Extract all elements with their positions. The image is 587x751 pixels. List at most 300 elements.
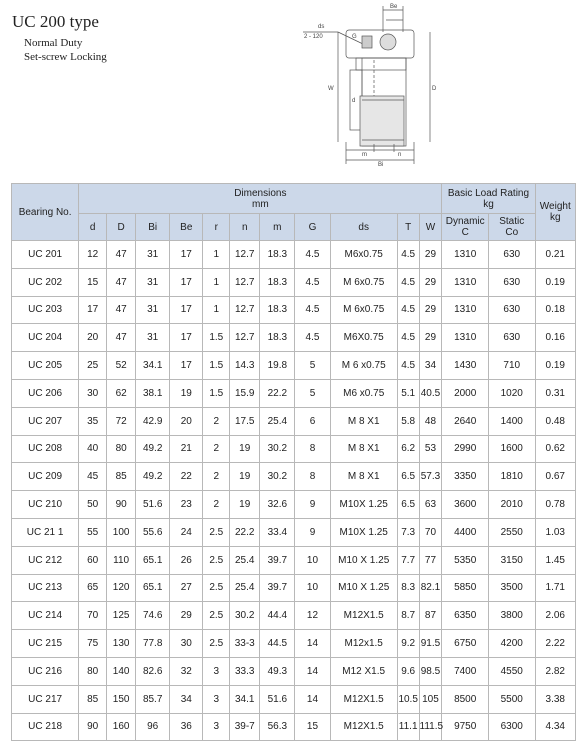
cell-d: 90 [79, 713, 107, 741]
table-row [12, 435, 576, 463]
cell-G: 4.5 [295, 268, 330, 296]
cell-G: 9 [295, 491, 330, 519]
drawing-label-Bi: Bi [378, 162, 384, 167]
bearing-spec-table [11, 183, 576, 741]
cell-T: 4.5 [397, 352, 419, 380]
bearing-cross-section-drawing [298, 2, 448, 167]
cell-C: 6350 [442, 602, 489, 630]
cell-r: 2.5 [203, 574, 230, 602]
cell-d: 12 [79, 241, 107, 269]
cell-Be: 17 [170, 324, 203, 352]
table-row [12, 518, 576, 546]
cell-G: 8 [295, 463, 330, 491]
cell-C: 2000 [442, 379, 489, 407]
cell-model: UC 208 [12, 435, 79, 463]
cell-r: 1.5 [203, 324, 230, 352]
cell-Be: 21 [170, 435, 203, 463]
cell-weight: 0.48 [535, 407, 575, 435]
cell-Bi: 77.8 [136, 630, 170, 658]
cell-W: 77 [419, 546, 442, 574]
cell-T: 4.5 [397, 296, 419, 324]
cell-D: 72 [107, 407, 136, 435]
cell-Bi: 31 [136, 296, 170, 324]
cell-Bi: 65.1 [136, 546, 170, 574]
cell-Co: 630 [488, 241, 535, 269]
drawing-label-m: m [362, 152, 367, 158]
cell-ds: M12x1.5 [330, 630, 397, 658]
cell-weight: 2.06 [535, 602, 575, 630]
cell-Be: 17 [170, 352, 203, 380]
col-basic-load [442, 184, 535, 214]
cell-d: 40 [79, 435, 107, 463]
cell-W: 98.5 [419, 657, 442, 685]
cell-ds: M 8 X1 [330, 407, 397, 435]
cell-Bi: 74.6 [136, 602, 170, 630]
dimensions-label: Dimensions [234, 187, 287, 199]
cell-n: 33.3 [230, 657, 260, 685]
cell-T: 5.8 [397, 407, 419, 435]
cell-G: 8 [295, 435, 330, 463]
cell-W: 63 [419, 491, 442, 519]
table-row [12, 241, 576, 269]
cell-d: 60 [79, 546, 107, 574]
col-static [488, 214, 535, 241]
cell-Be: 30 [170, 630, 203, 658]
cell-C: 1310 [442, 296, 489, 324]
cell-model: UC 216 [12, 657, 79, 685]
page-title: UC 200 type [12, 12, 99, 31]
col-W: W [419, 214, 442, 241]
cell-n: 14.3 [230, 352, 260, 380]
cell-r: 2.5 [203, 602, 230, 630]
cell-T: 8.7 [397, 602, 419, 630]
cell-Co: 4200 [488, 630, 535, 658]
cell-r: 3 [203, 657, 230, 685]
cell-m: 51.6 [260, 685, 295, 713]
cell-Be: 27 [170, 574, 203, 602]
col-T: T [397, 214, 419, 241]
cell-G: 14 [295, 657, 330, 685]
cell-d: 30 [79, 379, 107, 407]
cell-C: 2640 [442, 407, 489, 435]
cell-Co: 5500 [488, 685, 535, 713]
cell-T: 8.3 [397, 574, 419, 602]
cell-weight: 0.18 [535, 296, 575, 324]
cell-Be: 17 [170, 296, 203, 324]
cell-n: 17.5 [230, 407, 260, 435]
subtitle-duty: Normal Duty [24, 37, 83, 49]
cell-D: 90 [107, 491, 136, 519]
cell-Co: 3500 [488, 574, 535, 602]
col-Be: Be [170, 214, 203, 241]
cell-T: 7.7 [397, 546, 419, 574]
cell-Bi: 34.1 [136, 352, 170, 380]
cell-r: 1 [203, 241, 230, 269]
table-row [12, 713, 576, 741]
cell-r: 1 [203, 268, 230, 296]
cell-d: 75 [79, 630, 107, 658]
cell-Bi: 42.9 [136, 407, 170, 435]
cell-ds: M6 x0.75 [330, 379, 397, 407]
basic-load-label: Basic Load Rating [447, 187, 530, 199]
cell-d: 70 [79, 602, 107, 630]
cell-n: 25.4 [230, 546, 260, 574]
cell-W: 91.5 [419, 630, 442, 658]
cell-Co: 1400 [488, 407, 535, 435]
cell-D: 62 [107, 379, 136, 407]
col-weight [535, 184, 575, 241]
cell-Be: 32 [170, 657, 203, 685]
cell-Co: 630 [488, 296, 535, 324]
drawing-label-n: n [398, 152, 402, 158]
cell-T: 10.5 [397, 685, 419, 713]
cell-n: 25.4 [230, 574, 260, 602]
table-row [12, 379, 576, 407]
cell-Co: 630 [488, 268, 535, 296]
mm-label: mm [251, 198, 269, 210]
cell-r: 3 [203, 685, 230, 713]
cell-r: 2 [203, 463, 230, 491]
cell-model: UC 209 [12, 463, 79, 491]
cell-model: UC 205 [12, 352, 79, 380]
cell-Bi: 31 [136, 241, 170, 269]
cell-C: 6750 [442, 630, 489, 658]
cell-model: UC 215 [12, 630, 79, 658]
cell-weight: 0.16 [535, 324, 575, 352]
drawing-label-thread: 2 - 120 [304, 34, 323, 40]
cell-T: 9.6 [397, 657, 419, 685]
drawing-label-G: G [352, 34, 357, 40]
table-row [12, 546, 576, 574]
cell-r: 1.5 [203, 352, 230, 380]
cell-ds: M10 X 1.25 [330, 546, 397, 574]
cell-m: 18.3 [260, 324, 295, 352]
cell-d: 17 [79, 296, 107, 324]
cell-n: 39-7 [230, 713, 260, 741]
cell-G: 9 [295, 518, 330, 546]
col-d: d [79, 214, 107, 241]
cell-Be: 17 [170, 241, 203, 269]
cell-n: 33-3 [230, 630, 260, 658]
cell-Be: 20 [170, 407, 203, 435]
cell-model: UC 212 [12, 546, 79, 574]
cell-model: UC 203 [12, 296, 79, 324]
cell-W: 70 [419, 518, 442, 546]
cell-C: 1430 [442, 352, 489, 380]
cell-G: 10 [295, 574, 330, 602]
cell-W: 40.5 [419, 379, 442, 407]
cell-C: 5850 [442, 574, 489, 602]
cell-Bi: 55.6 [136, 518, 170, 546]
cell-m: 30.2 [260, 435, 295, 463]
drawing-label-ds: ds [318, 24, 325, 30]
cell-m: 22.2 [260, 379, 295, 407]
col-m: m [260, 214, 295, 241]
cell-W: 29 [419, 241, 442, 269]
cell-weight: 1.03 [535, 518, 575, 546]
cell-ds: M10X 1.25 [330, 518, 397, 546]
cell-G: 12 [295, 602, 330, 630]
cell-n: 22.2 [230, 518, 260, 546]
cell-weight: 1.71 [535, 574, 575, 602]
cell-Bi: 31 [136, 268, 170, 296]
cell-W: 29 [419, 268, 442, 296]
cell-r: 2.5 [203, 518, 230, 546]
cell-ds: M 6x0.75 [330, 296, 397, 324]
cell-r: 2 [203, 491, 230, 519]
cell-m: 18.3 [260, 241, 295, 269]
cell-d: 20 [79, 324, 107, 352]
cell-ds: M12 X1.5 [330, 657, 397, 685]
col-D: D [107, 214, 136, 241]
cell-G: 4.5 [295, 241, 330, 269]
cell-model: UC 202 [12, 268, 79, 296]
cell-ds: M 6x0.75 [330, 268, 397, 296]
table-row [12, 602, 576, 630]
cell-C: 3350 [442, 463, 489, 491]
cell-weight: 4.34 [535, 713, 575, 741]
cell-C: 7400 [442, 657, 489, 685]
cell-Be: 24 [170, 518, 203, 546]
cell-d: 35 [79, 407, 107, 435]
cell-m: 32.6 [260, 491, 295, 519]
table-row [12, 268, 576, 296]
cell-Co: 710 [488, 352, 535, 380]
cell-n: 12.7 [230, 268, 260, 296]
cell-T: 7.3 [397, 518, 419, 546]
cell-C: 5350 [442, 546, 489, 574]
cell-m: 18.3 [260, 268, 295, 296]
table-row [12, 491, 576, 519]
cell-Bi: 96 [136, 713, 170, 741]
table-row [12, 685, 576, 713]
cell-m: 25.4 [260, 407, 295, 435]
cell-model: UC 204 [12, 324, 79, 352]
cell-W: 29 [419, 296, 442, 324]
cell-Be: 36 [170, 713, 203, 741]
table-row [12, 352, 576, 380]
cell-C: 1310 [442, 268, 489, 296]
cell-Co: 1600 [488, 435, 535, 463]
cell-Co: 1810 [488, 463, 535, 491]
cell-Co: 1020 [488, 379, 535, 407]
cell-C: 1310 [442, 324, 489, 352]
cell-W: 111.5 [419, 713, 442, 741]
cell-Be: 26 [170, 546, 203, 574]
cell-d: 25 [79, 352, 107, 380]
cell-D: 47 [107, 324, 136, 352]
drawing-label-d: d [352, 98, 356, 104]
cell-ds: M12X1.5 [330, 685, 397, 713]
cell-r: 2 [203, 407, 230, 435]
cell-n: 30.2 [230, 602, 260, 630]
cell-n: 19 [230, 435, 260, 463]
table-row [12, 463, 576, 491]
cell-D: 140 [107, 657, 136, 685]
cell-m: 49.3 [260, 657, 295, 685]
cell-D: 120 [107, 574, 136, 602]
cell-ds: M10X 1.25 [330, 491, 397, 519]
cell-model: UC 207 [12, 407, 79, 435]
cell-W: 57.3 [419, 463, 442, 491]
cell-G: 5 [295, 379, 330, 407]
cell-model: UC 206 [12, 379, 79, 407]
cell-D: 80 [107, 435, 136, 463]
cell-r: 2 [203, 435, 230, 463]
cell-C: 2990 [442, 435, 489, 463]
cell-T: 4.5 [397, 324, 419, 352]
col-G: G [295, 214, 330, 241]
cell-r: 1.5 [203, 379, 230, 407]
cell-C: 9750 [442, 713, 489, 741]
cell-D: 52 [107, 352, 136, 380]
cell-ds: M12X1.5 [330, 602, 397, 630]
cell-Be: 19 [170, 379, 203, 407]
cell-Bi: 82.6 [136, 657, 170, 685]
cell-G: 10 [295, 546, 330, 574]
cell-d: 80 [79, 657, 107, 685]
cell-ds: M10 X 1.25 [330, 574, 397, 602]
cell-Co: 2010 [488, 491, 535, 519]
cell-C: 8500 [442, 685, 489, 713]
cell-model: UC 217 [12, 685, 79, 713]
table-row [12, 324, 576, 352]
cell-weight: 0.31 [535, 379, 575, 407]
cell-d: 65 [79, 574, 107, 602]
cell-D: 125 [107, 602, 136, 630]
cell-ds: M6X0.75 [330, 324, 397, 352]
cell-weight: 2.22 [535, 630, 575, 658]
cell-T: 9.2 [397, 630, 419, 658]
cell-n: 15.9 [230, 379, 260, 407]
drawing-label-W: W [328, 86, 334, 92]
cell-Bi: 85.7 [136, 685, 170, 713]
dynamic-label: Dynamic [445, 216, 485, 227]
col-ds: ds [330, 214, 397, 241]
cell-C: 4400 [442, 518, 489, 546]
cell-model: UC 214 [12, 602, 79, 630]
cell-n: 12.7 [230, 296, 260, 324]
cell-d: 55 [79, 518, 107, 546]
cell-model: UC 213 [12, 574, 79, 602]
cell-G: 4.5 [295, 324, 330, 352]
col-n: n [230, 214, 260, 241]
cell-D: 47 [107, 296, 136, 324]
cell-d: 45 [79, 463, 107, 491]
cell-ds: M 8 X1 [330, 463, 397, 491]
cell-T: 11.1 [397, 713, 419, 741]
cell-m: 39.7 [260, 574, 295, 602]
cell-Co: 3800 [488, 602, 535, 630]
cell-m: 19.8 [260, 352, 295, 380]
cell-weight: 0.21 [535, 241, 575, 269]
cell-Co: 630 [488, 324, 535, 352]
cell-Be: 22 [170, 463, 203, 491]
cell-D: 130 [107, 630, 136, 658]
cell-weight: 0.62 [535, 435, 575, 463]
cell-W: 105 [419, 685, 442, 713]
cell-D: 160 [107, 713, 136, 741]
cell-G: 5 [295, 352, 330, 380]
cell-weight: 2.82 [535, 657, 575, 685]
cell-G: 4.5 [295, 296, 330, 324]
cell-model: UC 21 1 [12, 518, 79, 546]
cell-Co: 2550 [488, 518, 535, 546]
cell-Bi: 49.2 [136, 463, 170, 491]
cell-Bi: 31 [136, 324, 170, 352]
drawing-label-D: D [432, 86, 437, 92]
cell-Be: 29 [170, 602, 203, 630]
cell-D: 47 [107, 268, 136, 296]
table-row [12, 407, 576, 435]
cell-m: 39.7 [260, 546, 295, 574]
cell-D: 150 [107, 685, 136, 713]
cell-ds: M 6 x0.75 [330, 352, 397, 380]
subtitle-locking: Set-screw Locking [24, 51, 107, 63]
weight-unit: kg [549, 212, 561, 223]
cell-m: 44.5 [260, 630, 295, 658]
cell-model: UC 201 [12, 241, 79, 269]
cell-d: 50 [79, 491, 107, 519]
static-sub: Co [505, 227, 519, 238]
col-dimensions [79, 184, 442, 214]
cell-r: 1 [203, 296, 230, 324]
cell-weight: 1.45 [535, 546, 575, 574]
cell-n: 12.7 [230, 324, 260, 352]
cell-Bi: 38.1 [136, 379, 170, 407]
drawing-label-Be: Be [390, 4, 398, 10]
cell-D: 47 [107, 241, 136, 269]
cell-D: 85 [107, 463, 136, 491]
cell-Co: 6300 [488, 713, 535, 741]
cell-Bi: 65.1 [136, 574, 170, 602]
col-bearing-no: Bearing No. [12, 184, 79, 241]
cell-model: UC 210 [12, 491, 79, 519]
weight-label: Weight [539, 201, 571, 212]
cell-T: 6.5 [397, 491, 419, 519]
cell-T: 6.5 [397, 463, 419, 491]
cell-T: 4.5 [397, 268, 419, 296]
cell-weight: 3.38 [535, 685, 575, 713]
col-Bi: Bi [136, 214, 170, 241]
cell-ds: M12X1.5 [330, 713, 397, 741]
cell-W: 29 [419, 324, 442, 352]
cell-T: 5.1 [397, 379, 419, 407]
cell-Be: 34 [170, 685, 203, 713]
cell-C: 3600 [442, 491, 489, 519]
cell-ds: M6x0.75 [330, 241, 397, 269]
cell-W: 34 [419, 352, 442, 380]
cell-weight: 0.67 [535, 463, 575, 491]
cell-d: 85 [79, 685, 107, 713]
cell-G: 15 [295, 713, 330, 741]
cell-W: 53 [419, 435, 442, 463]
cell-r: 3 [203, 713, 230, 741]
cell-D: 100 [107, 518, 136, 546]
cell-n: 12.7 [230, 241, 260, 269]
cell-Bi: 51.6 [136, 491, 170, 519]
cell-Co: 4550 [488, 657, 535, 685]
cell-T: 6.2 [397, 435, 419, 463]
cell-G: 14 [295, 630, 330, 658]
cell-G: 14 [295, 685, 330, 713]
cell-ds: M 8 X1 [330, 435, 397, 463]
table-row [12, 630, 576, 658]
cell-n: 34.1 [230, 685, 260, 713]
cell-m: 18.3 [260, 296, 295, 324]
cell-C: 1310 [442, 241, 489, 269]
cell-r: 2.5 [203, 546, 230, 574]
